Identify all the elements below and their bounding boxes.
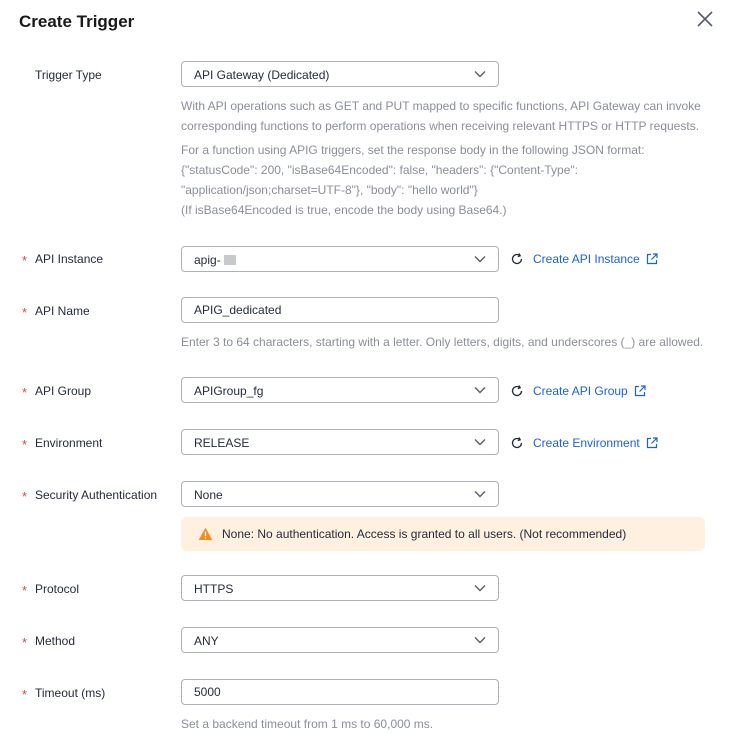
dialog-title: Create Trigger [19,12,135,31]
api-instance-select[interactable] [181,246,499,272]
close-icon[interactable] [694,8,716,30]
environment-select[interactable] [181,429,499,455]
api-name-help: Enter 3 to 64 characters, starting with a letter. Only letters, digits, and underscores (_) are allowed. [181,335,704,349]
external-link-icon [634,385,646,397]
help-line: {"statusCode": 200, "isBase64Encoded": false, "headers": {"Content-Type": [181,163,578,177]
help-line: (If isBase64Encoded is true, encode the body using Base64.) [181,203,507,217]
refresh-icon[interactable] [510,436,524,450]
api-name-input[interactable] [181,297,499,323]
trigger-type-help [181,96,701,220]
help-line: For a function using APIG triggers, set the response body in the following JSON format: [181,143,645,157]
refresh-icon[interactable] [510,384,524,398]
security-auth-value: None [194,488,223,502]
method-select[interactable] [181,627,499,653]
protocol-label: Protocol [35,582,80,596]
chevron-down-icon [474,438,486,446]
protocol-value: HTTPS [194,582,234,596]
environment-label: Environment [35,436,103,450]
create-api-instance-link[interactable] [510,249,658,269]
required-mark: * [22,489,28,504]
chevron-down-icon [474,636,486,644]
redacted-block [224,255,236,265]
help-line: With API operations such as GET and PUT mapped to specific functions, API Gateway can invoke [181,99,701,113]
help-line: "application/json;charset=UTF-8"}, "body": "hello world"} [181,183,478,197]
timeout-input[interactable] [181,679,499,705]
create-environment-label[interactable]: Create Environment [533,436,640,450]
required-mark: * [22,385,28,400]
chevron-down-icon [474,386,486,394]
external-link-icon [646,253,658,265]
warning-icon [198,527,213,541]
timeout-help: Set a backend timeout from 1 ms to 60,000 ms. [181,717,434,731]
protocol-select[interactable] [181,575,499,601]
api-instance-value-wrap [194,253,236,267]
timeout-label: Timeout (ms) [35,686,106,700]
security-auth-label: Security Authentication [35,488,158,502]
required-mark: * [22,305,28,320]
chevron-down-icon [474,70,486,78]
trigger-type-label: Trigger Type [35,68,102,82]
method-value: ANY [194,634,219,648]
required-mark: * [22,253,28,268]
create-api-group-label[interactable]: Create API Group [533,384,628,398]
api-instance-label: API Instance [35,252,104,266]
api-name-field[interactable] [194,303,484,317]
chevron-down-icon [474,255,486,263]
api-group-select[interactable] [181,377,499,403]
required-mark: * [22,583,28,598]
api-instance-value: apig- [194,253,221,267]
create-environment-link[interactable] [510,433,658,453]
chevron-down-icon [474,584,486,592]
timeout-field[interactable] [194,685,484,699]
security-warning [181,517,705,551]
external-link-icon [646,437,658,449]
method-label: Method [35,634,76,648]
required-mark: * [22,437,28,452]
help-line: corresponding functions to perform operations when receiving relevant HTTPS or HTTP requests. [181,119,700,133]
create-api-group-link[interactable] [510,381,646,401]
security-auth-select[interactable] [181,481,499,507]
required-mark: * [22,687,28,702]
environment-value: RELEASE [194,436,250,450]
refresh-icon[interactable] [510,252,524,266]
api-group-label: API Group [35,384,92,398]
security-warning-text: None: No authentication. Access is granted to all users. (Not recommended) [222,527,627,541]
trigger-type-value: API Gateway (Dedicated) [194,68,330,82]
required-mark: * [22,635,28,650]
api-name-label: API Name [35,304,90,318]
chevron-down-icon [474,490,486,498]
api-group-value: APIGroup_fg [194,384,264,398]
create-api-instance-label[interactable]: Create API Instance [533,252,640,266]
trigger-type-select[interactable] [181,61,499,87]
